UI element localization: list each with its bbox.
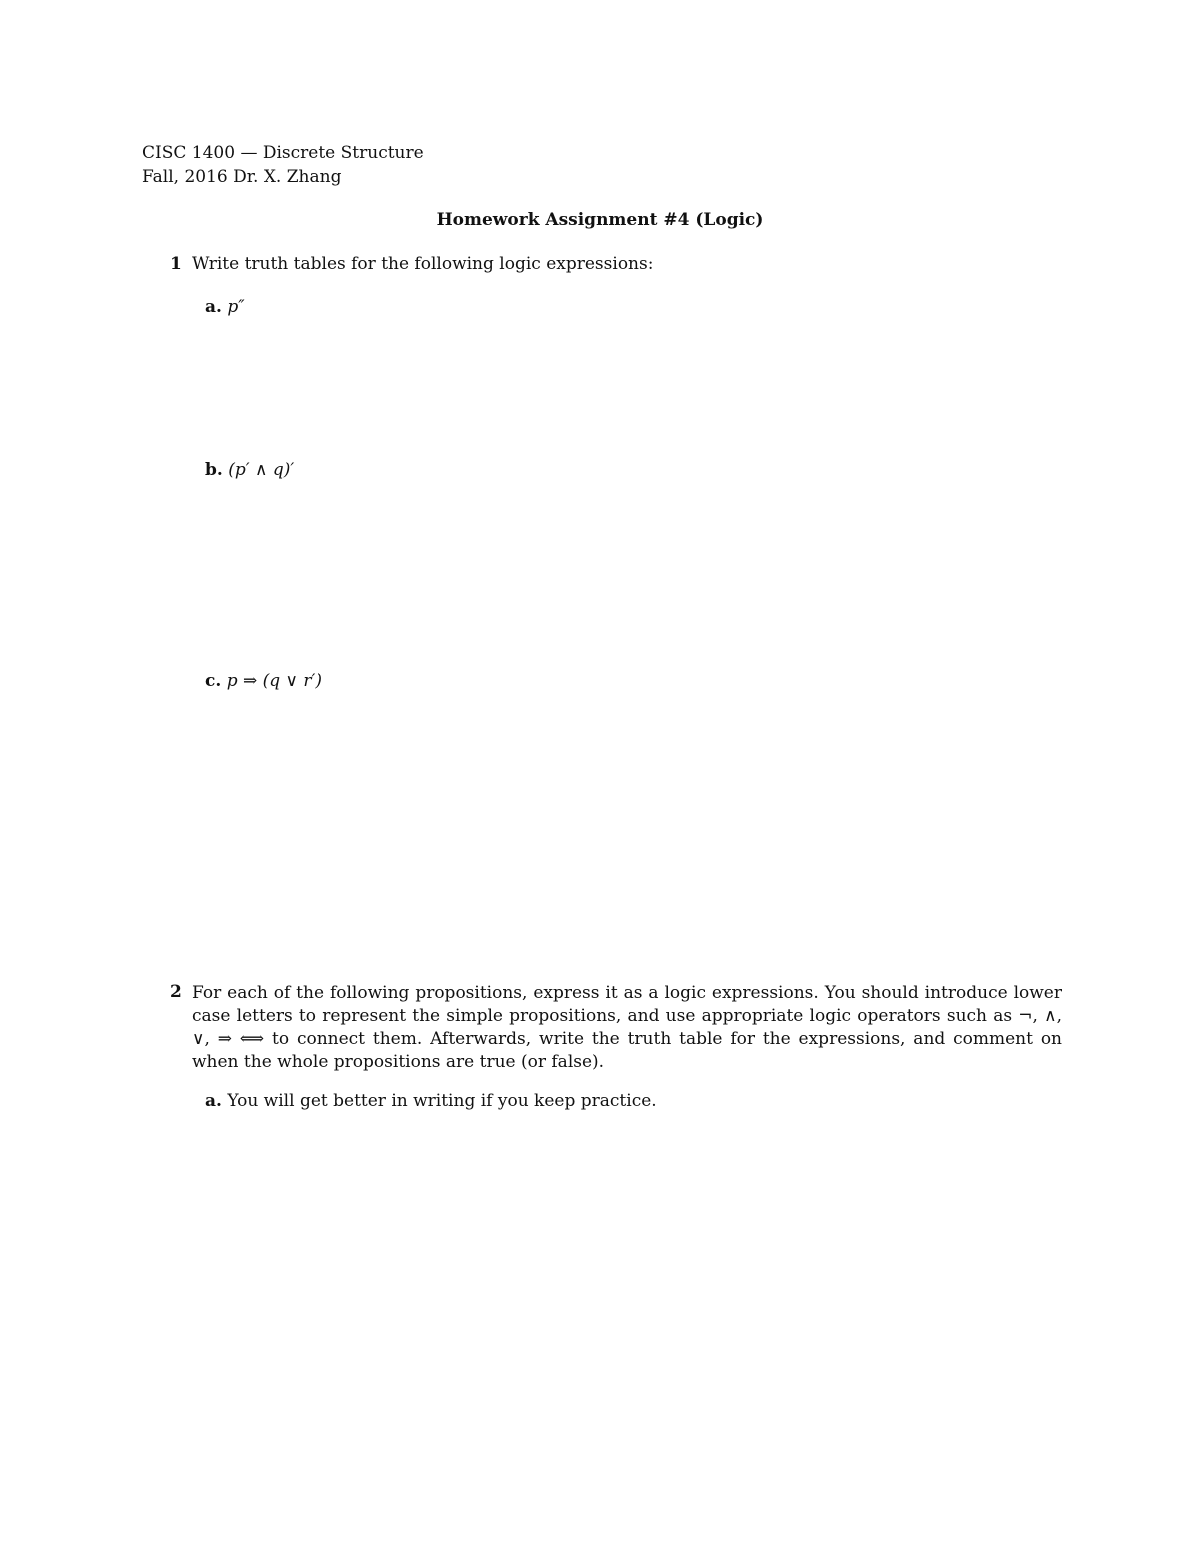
question-2-part-a — [205, 1091, 657, 1111]
question-2-number: 2 — [170, 982, 182, 1002]
question-1-part-b — [205, 460, 294, 480]
logic-expression: (p′ ∧ q)′ — [228, 460, 295, 480]
question-1-part-a — [205, 297, 245, 317]
question-1-prompt: Write truth tables for the following logic expressions: — [192, 254, 654, 274]
part-label: a. — [205, 1091, 222, 1111]
proposition-text: You will get better in writing if you keep practice. — [227, 1091, 657, 1111]
part-label: a. — [205, 297, 222, 317]
part-label: c. — [205, 671, 222, 691]
course-line: CISC 1400 — Discrete Structure — [142, 143, 424, 163]
question-1-part-c — [205, 671, 322, 691]
question-2-prompt: For each of the following propositions, express it as a logic expressions. You should introduce lower case letters to represent the simple propositions, and use appropriate logic operators such as ¬, ∧, ∨, ⇒ ⟺ to connect them. Afterwards, write the truth table for the expressions, and comment on when the whole propositions are true (or false). — [192, 983, 1062, 1072]
question-1-number: 1 — [170, 254, 182, 274]
term-line: Fall, 2016 Dr. X. Zhang — [142, 167, 342, 187]
assignment-title: Homework Assignment #4 (Logic) — [436, 210, 764, 230]
logic-expression: p ⇒ (q ∨ r′) — [226, 671, 323, 691]
part-label: b. — [205, 460, 223, 480]
logic-expression: p″ — [227, 297, 245, 317]
